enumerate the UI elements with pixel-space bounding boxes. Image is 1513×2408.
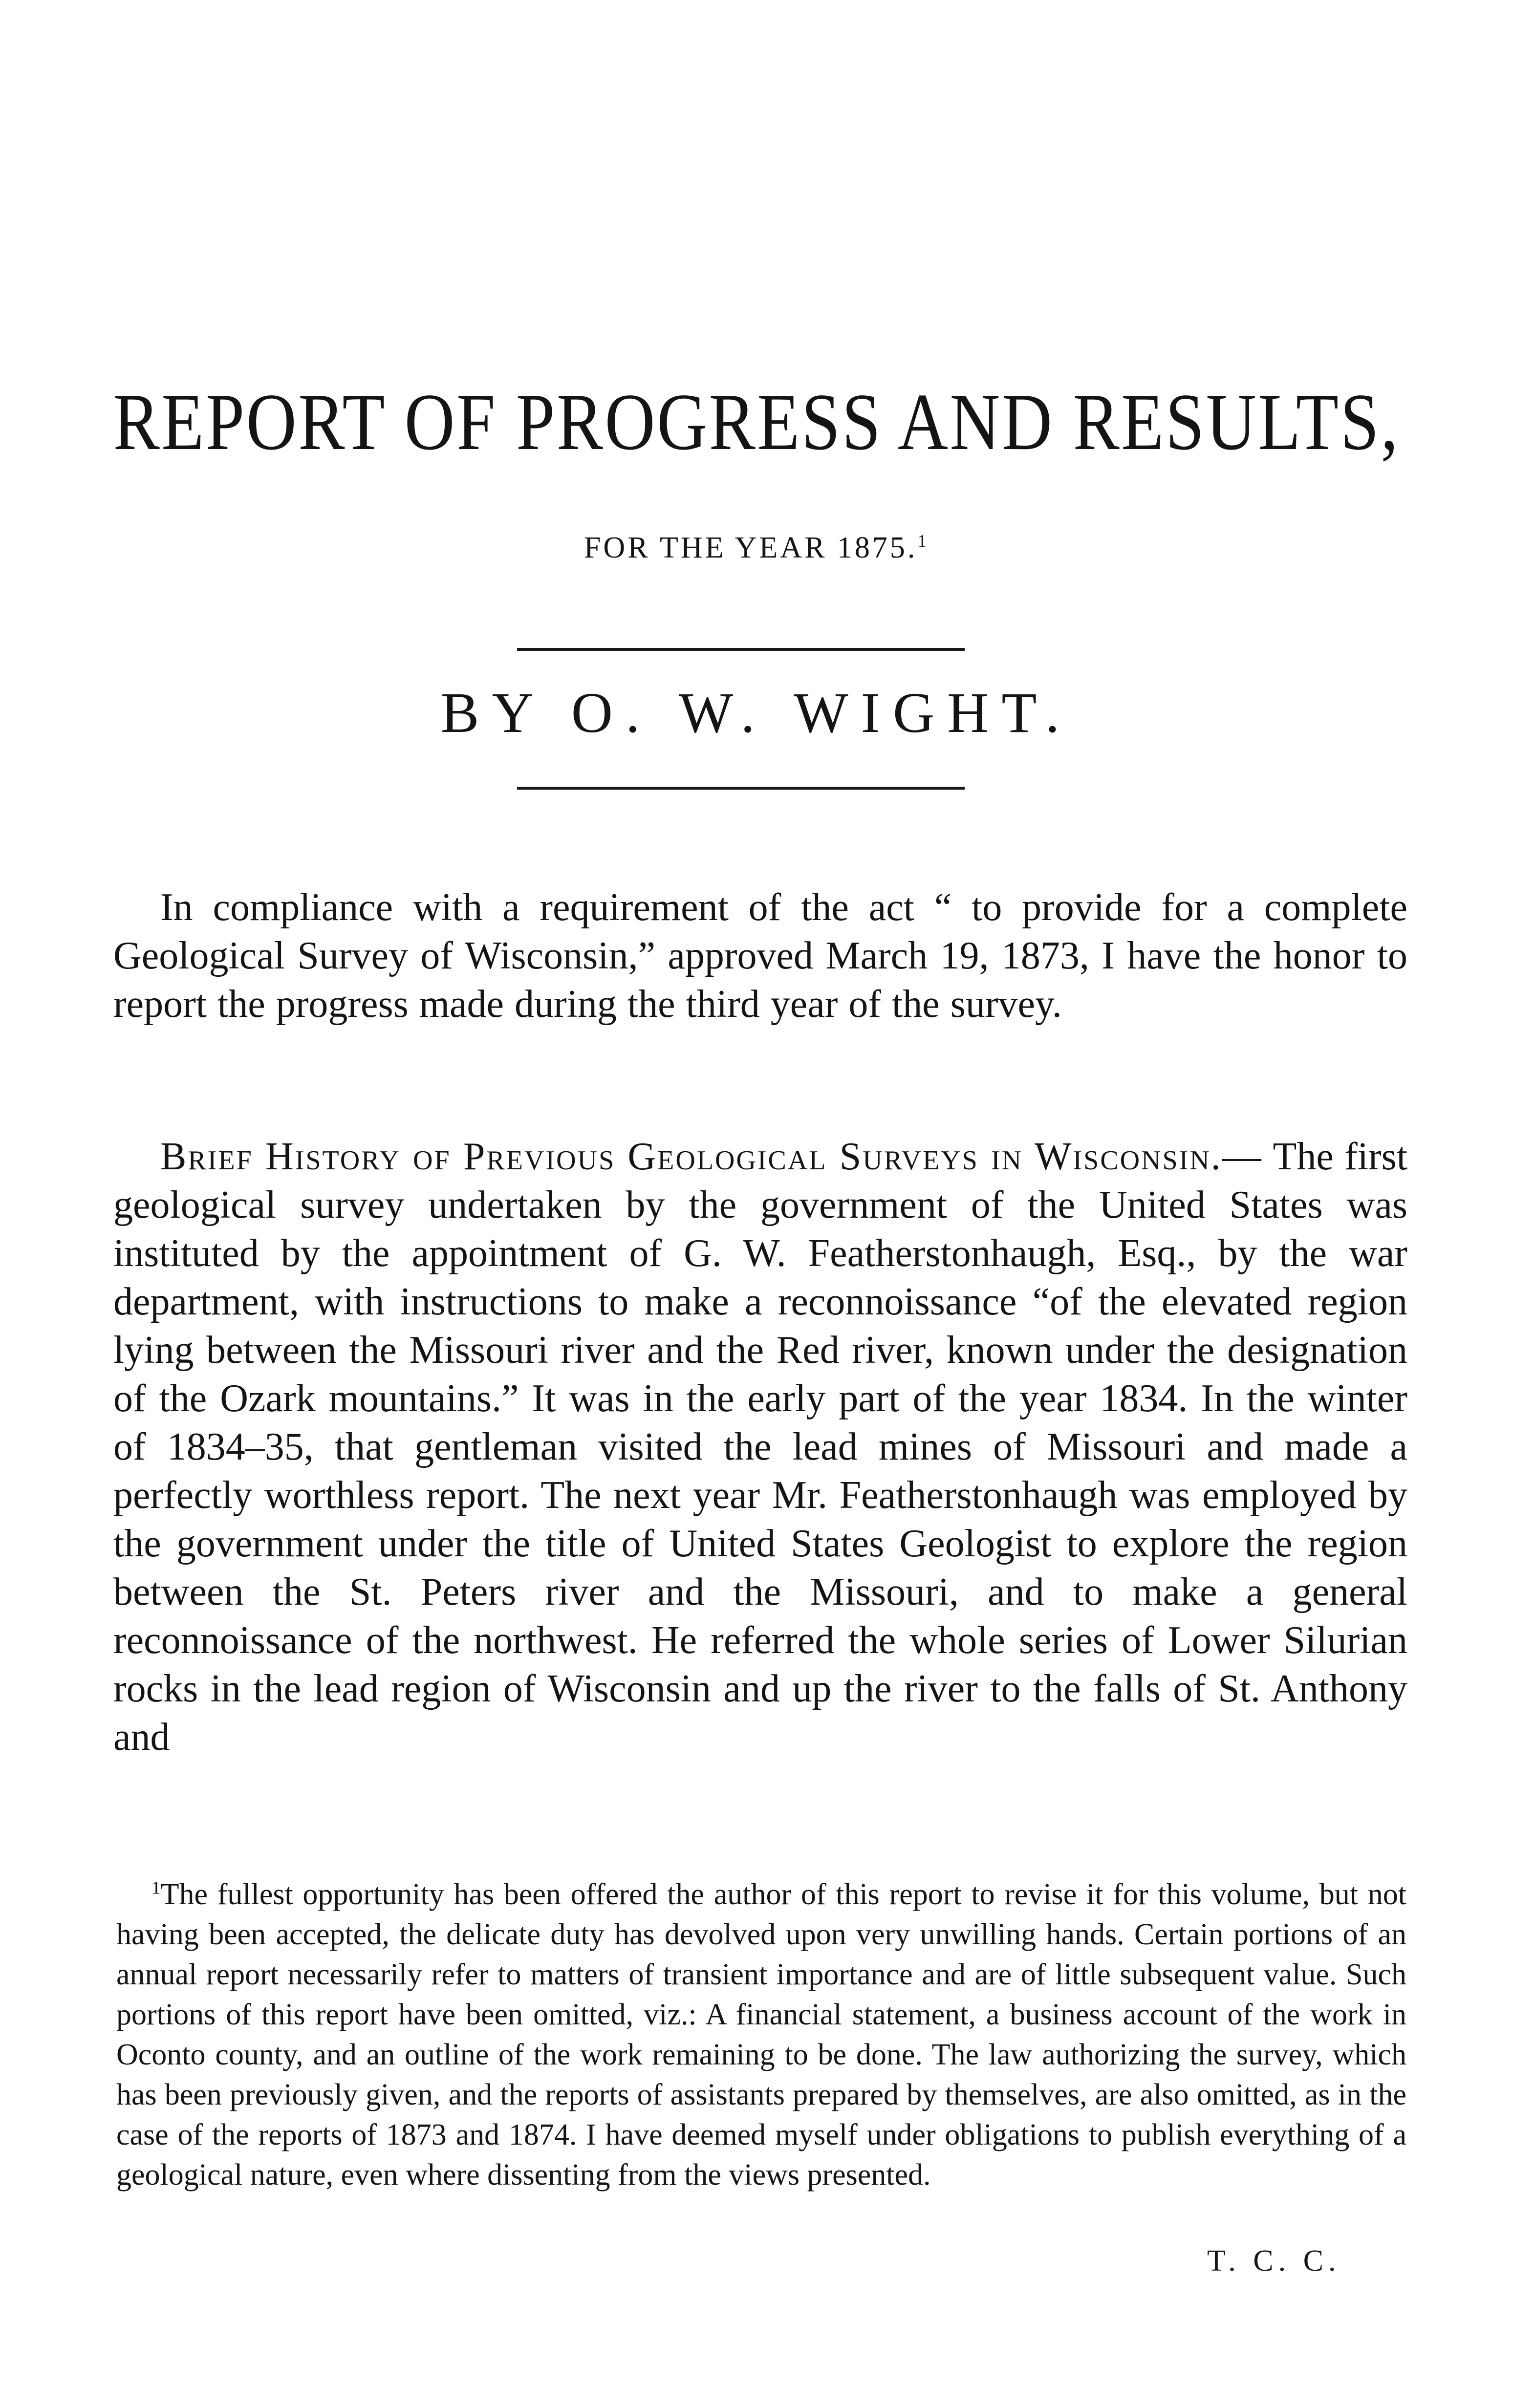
report-subtitle <box>0 533 1513 563</box>
footnote-mark: 1 <box>151 1878 161 1898</box>
section-heading: Brief History of Previous Geological Surveys in Wisconsin.— <box>160 1135 1263 1178</box>
history-paragraph <box>113 1133 1407 1762</box>
footnote-text: The fullest opportunity has been offered the author of this report to revise it for this volume, but not having been accepted, the delicate duty has devolved upon very unwilling hands. Certain portions of an annual report necessarily refer to matters of transient importance and are of little subsequent value. Such portions of this report have been omitted, viz.: A financial statement, a business account of the work in Oconto county, and an outline of the work remaining to be done. The law authorizing the survey, which has been previously given, and the reports of assistants prepared by themselves, are also omitted, as in the case of the reports of 1873 and 1874. I have deemed myself under obligations to publish everything of a geological nature, even where dissenting from the views presented. <box>116 1878 1406 2192</box>
intro-paragraph: In compliance with a requirement of the act “ to provide for a complete Geological Survey of Wisconsin,” approved March 19, 1873, I have the honor to report the progress made during the third year of the survey. <box>113 886 1407 1026</box>
bottom-divider <box>517 787 965 790</box>
author-line: BY O. W. WIGHT. <box>440 681 1073 745</box>
history-paragraph-text: The first geological survey undertaken by the government of the United States was instituted by the appointment of G. W. Featherstonhaugh, Esq., by the war department, with instructions to make a reconnoissance “of the elevated region lying between the Missouri river and the Red river, known under the designation of the Ozark mountains.” It was in the early part of the year 1834. In the winter of 1834–35, that gentleman visited the lead mines of Missouri and made a perfectly worthless report. The next year Mr. Featherstonhaugh was employed by the government under the title of United States Geologist to explore the region between the St. Peters river and the Missouri, and to make a general reconnoissance of the northwest. He referred the whole series of Lower Silurian rocks in the lead region of Wisconsin and up the river to the falls of St. Anthony and <box>113 1135 1408 1759</box>
report-title: REPORT OF PROGRESS AND RESULTS, <box>113 377 1400 467</box>
subtitle-text: FOR THE YEAR 1875. <box>584 531 918 564</box>
footnote <box>116 1874 1406 2195</box>
subtitle-footnote-mark: 1 <box>917 531 929 552</box>
top-divider <box>517 648 965 651</box>
footnote-initials: T. C. C. <box>1207 2244 1341 2278</box>
